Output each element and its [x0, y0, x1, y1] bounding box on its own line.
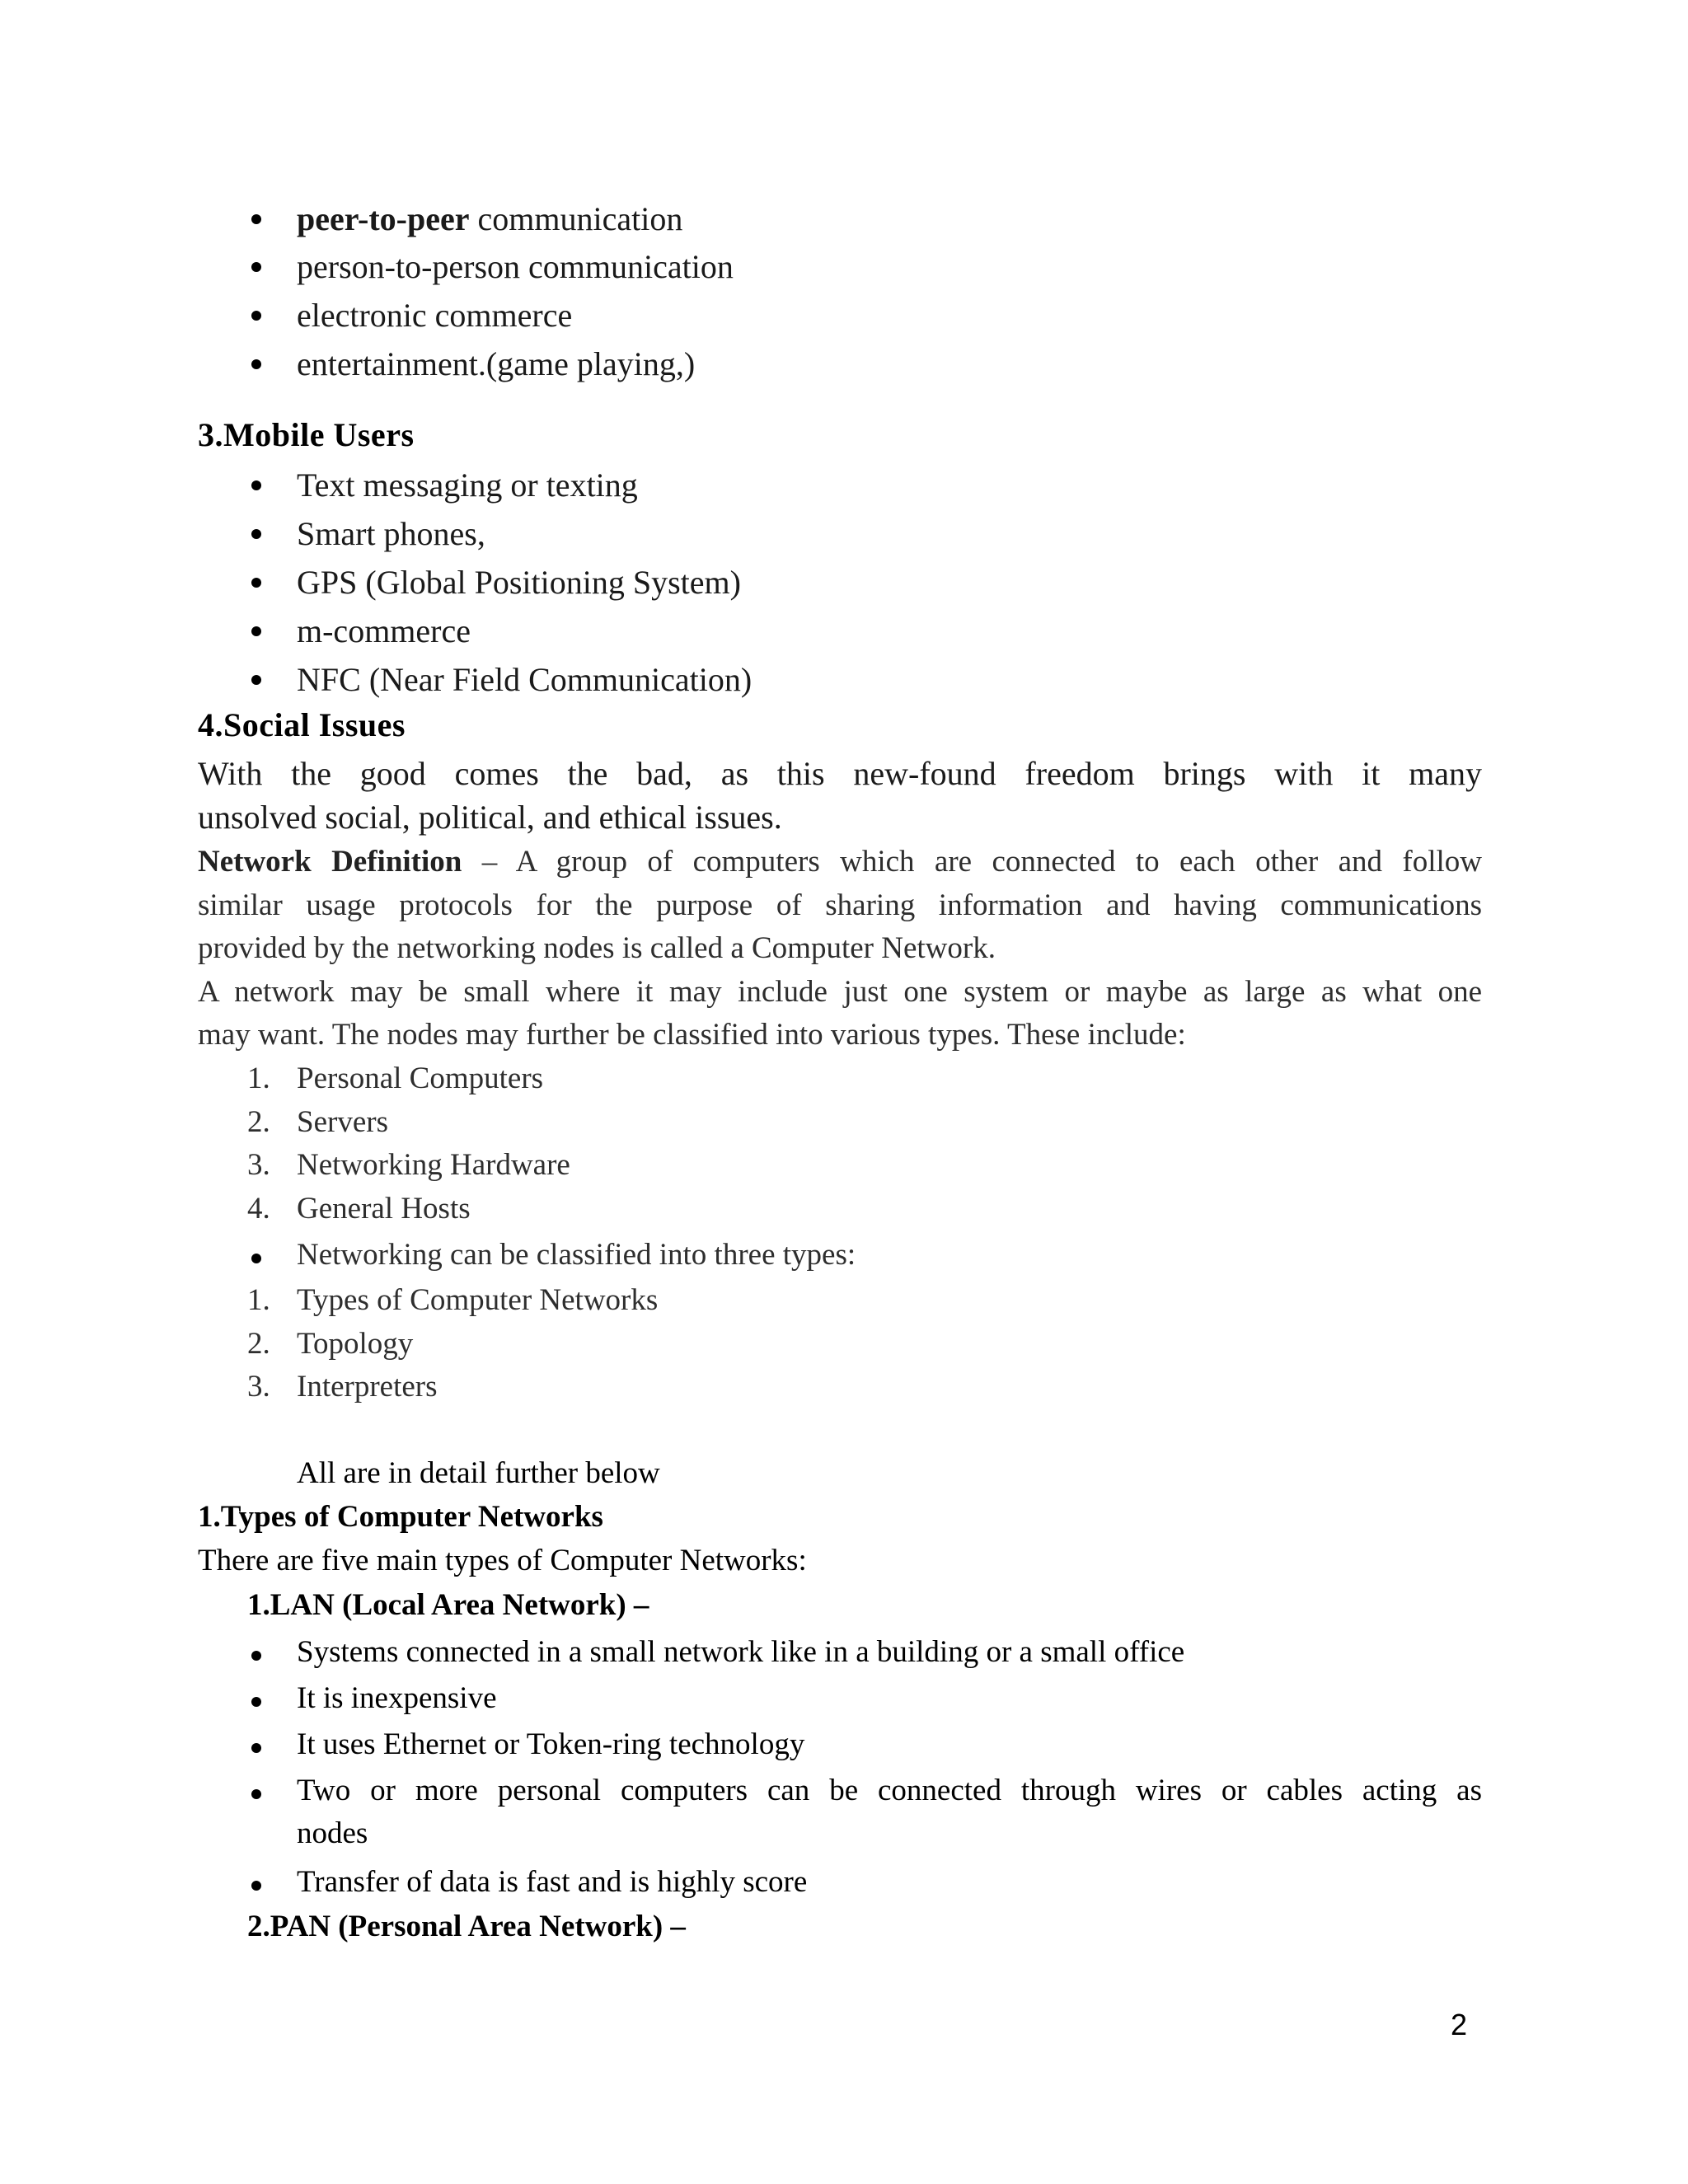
- page-number: 2: [1451, 2008, 1468, 2041]
- list-item-text: Text messaging or texting: [297, 466, 638, 504]
- detail-note: All are in detail further below: [297, 1456, 660, 1490]
- paragraph-line: There are five main types of Computer Networks:: [198, 1544, 807, 1577]
- bullet-icon: [251, 1254, 261, 1263]
- numbered-item: 1.: [247, 1062, 270, 1095]
- bullet-icon: [251, 626, 261, 636]
- numbered-item-text: Interpreters: [297, 1370, 438, 1404]
- network-definition-term: Network Definition: [198, 845, 462, 879]
- bullet-icon: [251, 675, 261, 685]
- paragraph-line: With the good comes the bad, as this new-found freedom brings with it many: [198, 755, 1482, 792]
- list-item-text: nodes: [297, 1816, 368, 1850]
- bullet-icon: [251, 1743, 261, 1753]
- network-definition-text: – A group of computers which are connected to each other and follow: [462, 845, 1482, 879]
- list-item-text: Smart phones,: [297, 515, 485, 552]
- bold-term: peer-to-peer: [297, 200, 470, 237]
- list-item-text: communication: [469, 200, 683, 237]
- list-item-text: Systems connected in a small network like in a building or a small office: [297, 1635, 1185, 1669]
- bullet-icon: [251, 1697, 261, 1707]
- numbered-item-text: Networking Hardware: [297, 1148, 570, 1182]
- paragraph-line: provided by the networking nodes is called a Computer Network.: [198, 931, 996, 965]
- list-item-text: NFC (Near Field Communication): [297, 661, 753, 698]
- list-item-text: GPS (Global Positioning System): [297, 564, 741, 601]
- bullet-icon: [251, 359, 261, 369]
- section-heading-types: 1.Types of Computer Networks: [198, 1500, 603, 1534]
- subheading-lan: 1.LAN (Local Area Network) –: [247, 1588, 649, 1622]
- numbered-item: 3.: [247, 1148, 270, 1182]
- paragraph-line: may want. The nodes may further be classified into various types. These include:: [198, 1018, 1186, 1052]
- list-item-text: It is inexpensive: [297, 1681, 497, 1715]
- list-item-text: person-to-person communication: [297, 248, 734, 285]
- network-definition-line: [198, 844, 1482, 879]
- subheading-pan: 2.PAN (Personal Area Network) –: [247, 1910, 686, 1943]
- list-item-text: electronic commerce: [297, 297, 573, 334]
- numbered-item-text: Topology: [297, 1327, 414, 1361]
- section-heading-mobile-users: 3.Mobile Users: [198, 416, 415, 453]
- list-item-text: Networking can be classified into three types:: [297, 1238, 856, 1272]
- numbered-item: 2.: [247, 1105, 270, 1139]
- bullet-icon: [251, 214, 261, 224]
- bullet-icon: [251, 1789, 261, 1799]
- bullet-icon: [251, 1651, 261, 1661]
- list-item-text: It uses Ethernet or Token-ring technology: [297, 1727, 805, 1761]
- bullet-icon: [251, 578, 261, 588]
- list-item-text: entertainment.(game playing,): [297, 345, 696, 382]
- list-item-text: Two or more personal computers can be connected through wires or cables acting as: [297, 1774, 1482, 1807]
- numbered-item: 4.: [247, 1192, 270, 1226]
- numbered-item-text: Types of Computer Networks: [297, 1283, 659, 1317]
- numbered-item-text: General Hosts: [297, 1192, 471, 1226]
- bullet-icon: [251, 262, 261, 272]
- bullet-icon: [251, 311, 261, 321]
- paragraph-line: A network may be small where it may include just one system or maybe as large as what one: [198, 975, 1482, 1009]
- section-heading-social-issues: 4.Social Issues: [198, 706, 406, 743]
- bullet-icon: [251, 1881, 261, 1891]
- bullet-icon: [251, 480, 261, 490]
- list-item-text: Transfer of data is fast and is highly score: [297, 1865, 808, 1899]
- list-item-text: m-commerce: [297, 612, 471, 649]
- bullet-icon: [251, 529, 261, 539]
- paragraph-line: similar usage protocols for the purpose of sharing information and having communications: [198, 888, 1482, 922]
- numbered-item: 2.: [247, 1327, 270, 1361]
- numbered-item-text: Servers: [297, 1105, 388, 1139]
- numbered-item: 3.: [247, 1370, 270, 1404]
- paragraph-line: unsolved social, political, and ethical issues.: [198, 799, 782, 836]
- numbered-item: 1.: [247, 1283, 270, 1317]
- numbered-item-text: Personal Computers: [297, 1062, 544, 1095]
